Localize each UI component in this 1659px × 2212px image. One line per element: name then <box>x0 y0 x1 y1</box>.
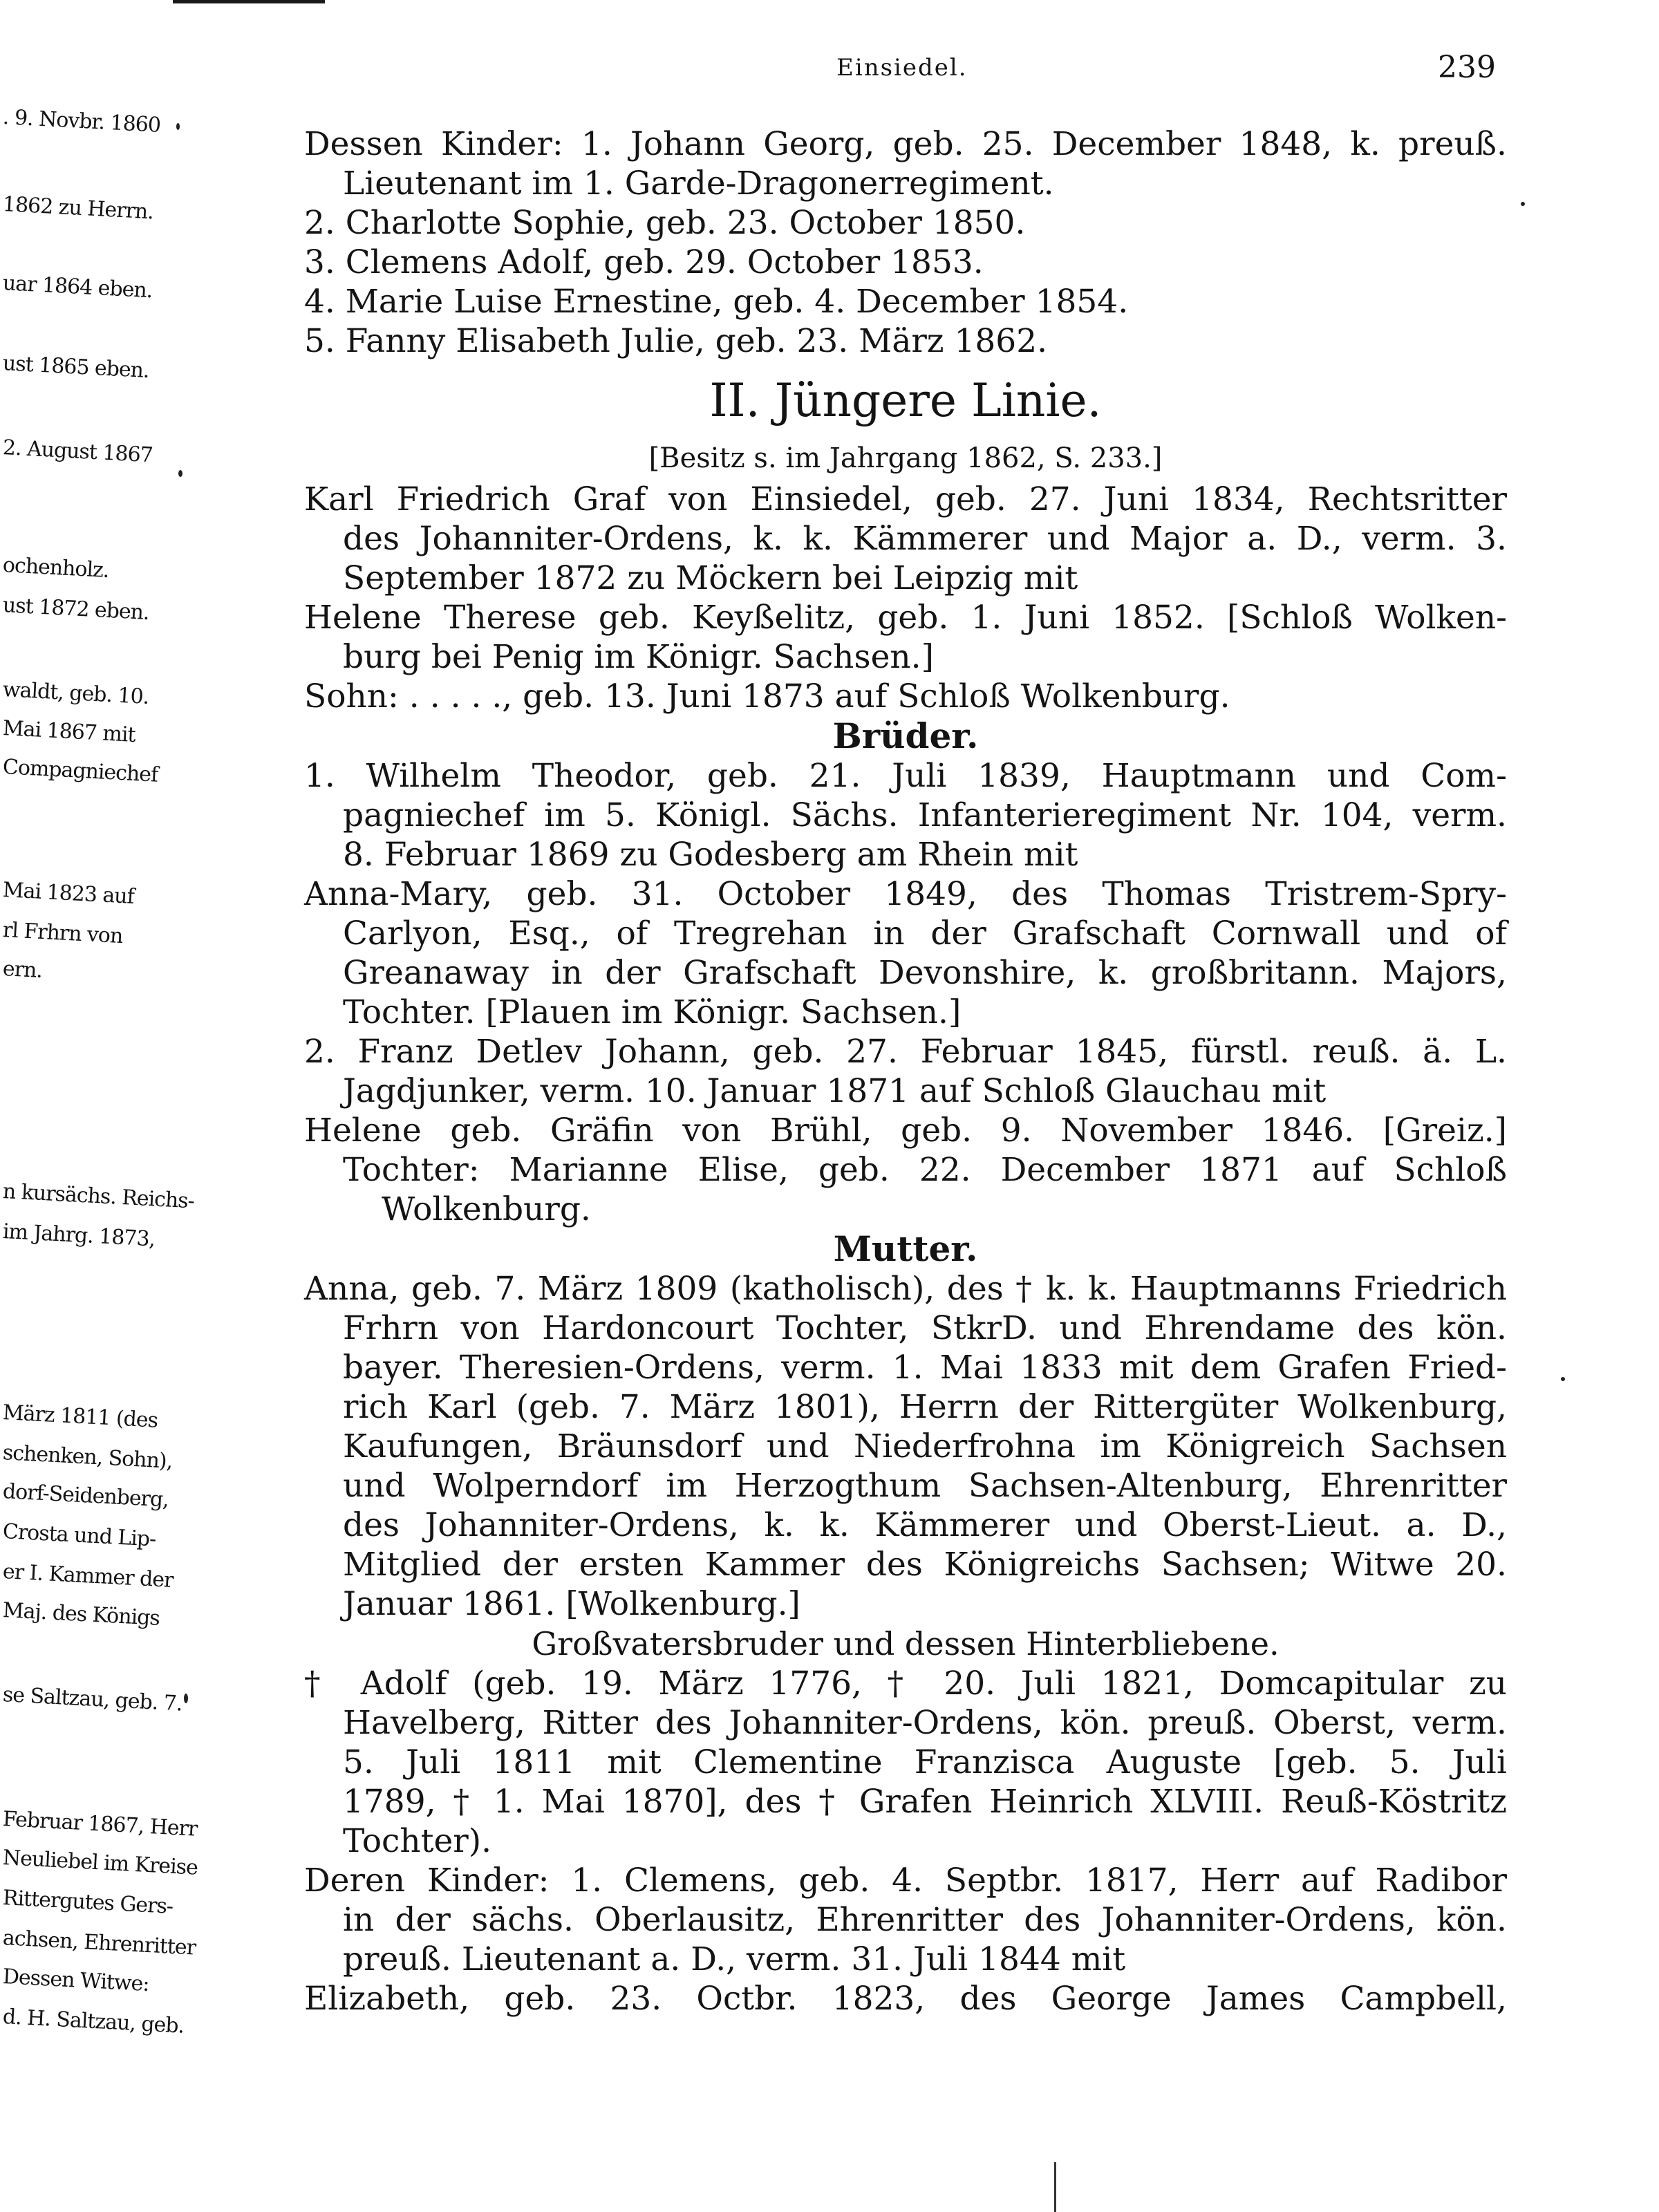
text-line: Frhrn von Hardoncourt Tochter, StkrD. und Ehrendame des kön. <box>343 1309 1507 1347</box>
text-line: Wolkenburg. <box>382 1190 591 1228</box>
speck <box>178 470 182 477</box>
section-heading: Mutter. <box>833 1228 978 1269</box>
text-line: Lieutenant im 1. Garde-Dragonerregiment. <box>343 165 1054 203</box>
margin-fragment: Februar 1867, Herr <box>2 1807 198 1841</box>
text-line: preuß. Lieutenant a. D., verm. 31. Juli 1844 mit <box>343 1940 1126 1978</box>
text-line: Januar 1861. [Wolkenburg.] <box>343 1585 800 1623</box>
section-heading: Großvatersbruder und dessen Hinterbliebene. <box>532 1625 1280 1662</box>
text-line: Tochter: Marianne Elise, geb. 22. December 1871 auf Schloß <box>343 1151 1507 1189</box>
text-line: Karl Friedrich Graf von Einsiedel, geb. 27. Juni 1834, Rechtsritter <box>304 480 1507 518</box>
text-line: 4. Marie Luise Ernestine, geb. 4. December 1854. <box>304 283 1129 321</box>
text-line: Dessen Kinder: 1. Johann Georg, geb. 25. December 1848, k. preuß. <box>304 125 1507 163</box>
text-line: Carlyon, Esq., of Tregrehan in der Grafschaft Cornwall und of <box>343 915 1507 953</box>
facing-page-fragments <box>0 0 198 2212</box>
speck <box>176 123 180 130</box>
text-line: 5. Juli 1811 mit Clementine Franzisca Auguste [geb. 5. Juli <box>343 1743 1507 1781</box>
margin-fragment: n kursächs. Reichs- <box>2 1179 195 1214</box>
text-line: des Johanniter-Ordens, k. k. Kämmerer und Major a. D., verm. 3. <box>343 520 1507 558</box>
text-line: Helene Therese geb. Keyßelitz, geb. 1. Juni 1852. [Schloß Wolken- <box>304 599 1507 637</box>
margin-fragment: d. H. Saltzau, geb. <box>2 2005 185 2038</box>
text-line: Mitglied der ersten Kammer des Königreichs Sachsen; Witwe 20. <box>343 1546 1507 1584</box>
margin-fragment: im Jahrg. 1873, <box>2 1219 156 1252</box>
text-line: Tochter). <box>343 1822 492 1860</box>
margin-fragment: ern. <box>2 957 43 983</box>
text-line: 1. Wilhelm Theodor, geb. 21. Juli 1839, Hauptmann und Com- <box>304 757 1507 795</box>
text-line: 2. Franz Detlev Johann, geb. 27. Februar 1845, fürstl. reuß. ä. L. <box>304 1033 1507 1071</box>
margin-fragment: 2. August 1867 <box>2 435 153 468</box>
text-line: Greanaway in der Grafschaft Devonshire, k. großbritann. Majors, <box>343 954 1507 992</box>
text-line: bayer. Theresien-Ordens, verm. 1. Mai 1833 mit dem Grafen Fried- <box>343 1349 1507 1387</box>
text-line: 5. Fanny Elisabeth Julie, geb. 23. März 1862. <box>304 322 1048 360</box>
text-line: rich Karl (geb. 7. März 1801), Herrn der Rittergüter Wolkenburg, <box>343 1388 1507 1426</box>
text-line: September 1872 zu Möckern bei Leipzig mit <box>343 559 1078 597</box>
margin-fragment: Mai 1823 auf <box>2 878 135 909</box>
text-line: burg bei Penig im Königr. Sachsen.] <box>343 638 934 676</box>
margin-fragment: Dessen Witwe: <box>2 1965 150 1997</box>
text-line: und Wolperndorf im Herzogthum Sachsen-Altenburg, Ehrenritter <box>343 1467 1507 1505</box>
text-line: Anna-Mary, geb. 31. October 1849, des Thomas Tristrem-Spry- <box>304 875 1507 913</box>
margin-fragment: ochenholz. <box>2 553 110 583</box>
margin-fragment: se Saltzau, geb. 7. <box>2 1683 183 1716</box>
text-line: 8. Februar 1869 zu Godesberg am Rhein mit <box>343 836 1078 874</box>
text-line: Deren Kinder: 1. Clemens, geb. 4. Septbr. 1817, Herr auf Radibor <box>304 1862 1507 1900</box>
text-line: Helene geb. Gräfin von Brühl, geb. 9. November 1846. [Greiz.] <box>304 1112 1507 1150</box>
margin-fragment: . 9. Novbr. 1860 <box>2 105 161 138</box>
margin-fragment: ust 1872 eben. <box>2 593 150 626</box>
section-heading: Brüder. <box>832 715 979 756</box>
margin-fragment: Rittergutes Gers- <box>2 1886 174 1919</box>
margin-fragment: Maj. des Königs <box>2 1598 160 1631</box>
margin-fragment: achsen, Ehrenritter <box>2 1926 196 1960</box>
text-line: Jagdjunker, verm. 10. Januar 1871 auf Schloß Glauchau mit <box>343 1072 1327 1110</box>
margin-fragment: uar 1864 eben. <box>2 271 153 303</box>
text-line: Elizabeth, geb. 23. Octbr. 1823, des George James Campbell, <box>304 1980 1507 2018</box>
text-line: 1789, † 1. Mai 1870], des † Grafen Heinrich XLVIII. Reuß-Köstritz <box>343 1783 1507 1821</box>
text-line: 2. Charlotte Sophie, geb. 23. October 1850. <box>304 204 1026 242</box>
text-line: des Johanniter-Ordens, k. k. Kämmerer und Oberst-Lieut. a. D., <box>343 1506 1507 1544</box>
page-edge <box>1054 2162 1056 2212</box>
speck <box>184 1694 188 1703</box>
text-line: pagniechef im 5. Königl. Sächs. Infanterieregiment Nr. 104, verm. <box>343 796 1507 834</box>
margin-fragment: März 1811 (des <box>2 1400 158 1433</box>
text-line: 3. Clemens Adolf, geb. 29. October 1853. <box>304 243 984 281</box>
section-subtitle: [Besitz s. im Jahrgang 1862, S. 233.] <box>648 442 1163 474</box>
margin-fragment: Compagniechef <box>2 755 159 787</box>
text-line: Kaufungen, Bräunsdorf und Niederfrohna im Königreich Sachsen <box>343 1427 1507 1465</box>
main-text <box>304 124 1507 2018</box>
margin-fragment: Mai 1867 mit <box>2 716 136 748</box>
speck <box>1561 1377 1565 1381</box>
margin-fragment: er I. Kammer der <box>2 1559 174 1593</box>
text-line: Sohn: . . . . ., geb. 13. Juni 1873 auf Schloß Wolkenburg. <box>304 677 1230 715</box>
margin-fragment: schenken, Sohn), <box>2 1441 174 1474</box>
margin-fragment: rl Frhrn von <box>2 918 124 949</box>
margin-fragment: waldt, geb. 10. <box>2 677 150 710</box>
text-line: Anna, geb. 7. März 1809 (katholisch), des † k. k. Hauptmanns Friedrich <box>304 1270 1507 1308</box>
margin-fragment: 1862 zu Herrn. <box>2 192 154 225</box>
top-rule <box>173 0 325 3</box>
text-line: Havelberg, Ritter des Johanniter-Ordens, kön. preuß. Oberst, verm. <box>343 1704 1507 1742</box>
section-title: II. Jüngere Linie. <box>709 374 1102 427</box>
page-number: 239 <box>1438 50 1496 85</box>
margin-fragment: dorf-Seidenberg, <box>2 1479 169 1512</box>
margin-fragment: ust 1865 eben. <box>2 351 150 384</box>
text-line: † Adolf (geb. 19. März 1776, † 20. Juli 1821, Domcapitular zu <box>304 1665 1507 1703</box>
speck <box>1521 202 1525 206</box>
margin-fragment: Crosta und Lip- <box>2 1519 157 1552</box>
text-line: in der sächs. Oberlausitz, Ehrenritter des Johanniter-Ordens, kön. <box>343 1901 1507 1939</box>
running-head-title: Einsiedel. <box>836 54 968 82</box>
margin-fragment: Neuliebel im Kreise <box>2 1846 198 1880</box>
text-line: Tochter. [Plauen im Königr. Sachsen.] <box>343 993 962 1031</box>
